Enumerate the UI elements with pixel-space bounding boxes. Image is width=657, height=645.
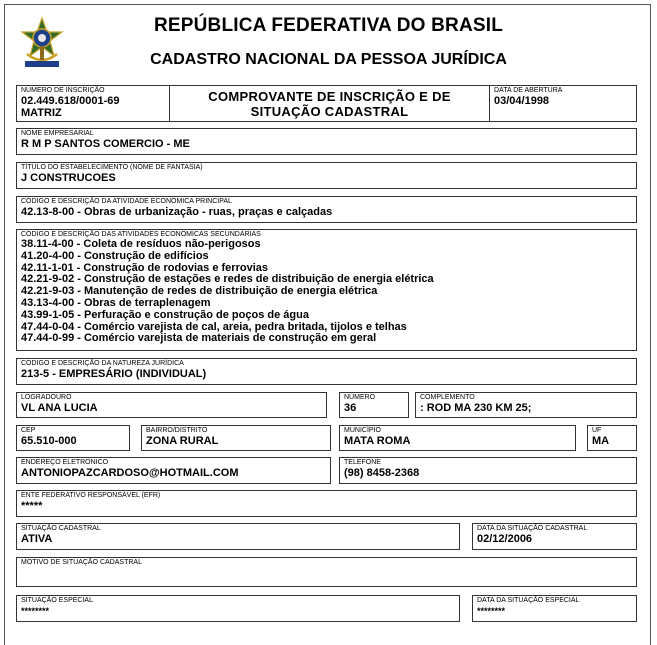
list-item: 41.20-4-00 - Construção de edifícios <box>21 249 209 262</box>
uf-field <box>587 425 637 451</box>
data-situacao-label: DATA DA SITUAÇÃO CADASTRAL <box>477 525 588 532</box>
list-item: 42.11-1-01 - Construção de rodovias e ferrovias <box>21 261 268 274</box>
municipio-field <box>339 425 576 451</box>
natureza-juridica-field <box>16 358 637 385</box>
titulo-value: J CONSTRUCOES <box>21 172 116 184</box>
inscricao-value: 02.449.618/0001-69 <box>21 95 120 107</box>
atividade-principal-label: CÓDIGO E DESCRIÇÃO DA ATIVIDADE ECONÔMICA PRINCIPAL <box>21 198 232 205</box>
natureza-juridica-label: CÓDIGO E DESCRIÇÃO DA NATUREZA JURÍDICA <box>21 360 184 367</box>
list-item: 47.44-0-99 - Comércio varejista de materiais de construção em geral <box>21 332 377 345</box>
list-item: 43.99-1-05 - Perfuração e construção de poços de água <box>21 308 309 321</box>
titulo-label: TÍTULO DO ESTABELECIMENTO (NOME DE FANTASIA) <box>21 164 203 171</box>
efr-field <box>16 490 637 517</box>
atividades-secundarias-label: CÓDIGO E DESCRIÇÃO DAS ATIVIDADES ECONÔMICAS SECUNDÁRIAS <box>21 231 261 238</box>
uf-label: UF <box>592 427 602 434</box>
data-situacao-value: 02/12/2006 <box>477 533 533 545</box>
list-item: 43.13-4-00 - Obras de terraplenagem <box>21 296 211 309</box>
page-subtitle: CADASTRO NACIONAL DA PESSOA JURÍDICA <box>150 51 507 68</box>
numero-label: NÚMERO <box>344 394 376 401</box>
situacao-especial-value: ******** <box>21 606 50 616</box>
situacao-field <box>16 523 460 550</box>
efr-value: ***** <box>21 500 43 512</box>
comprovante-line1: COMPROVANTE DE INSCRIÇÃO E DE <box>208 89 451 104</box>
page-title: REPÚBLICA FEDERATIVA DO BRASIL <box>153 15 504 36</box>
motivo-field <box>16 557 637 587</box>
cep-value: 65.510-000 <box>21 435 77 447</box>
data-situacao-especial-label: DATA DA SITUAÇÃO ESPECIAL <box>477 597 580 604</box>
email-field <box>16 457 331 484</box>
abertura-field <box>489 85 637 122</box>
municipio-label: MUNICÍPIO <box>344 427 381 434</box>
email-label: ENDEREÇO ELETRÔNICO <box>21 459 109 466</box>
complemento-field <box>415 392 637 418</box>
data-situacao-especial-value: ******** <box>477 606 506 616</box>
comprovante-line2: SITUAÇÃO CADASTRAL <box>250 104 409 119</box>
data-situacao-field <box>472 523 637 550</box>
situacao-especial-field <box>16 595 460 622</box>
list-item: 42.21-9-03 - Manutenção de redes de distribuição de energia elétrica <box>21 285 378 298</box>
numero-field <box>339 392 409 418</box>
atividade-principal-value: 42.13-8-00 - Obras de urbanização - ruas, praças e calçadas <box>21 206 333 218</box>
natureza-juridica-value: 213-5 - EMPRESÁRIO (INDIVIDUAL) <box>21 368 207 380</box>
telefone-label: TELEFONE <box>344 459 381 466</box>
numero-value: 36 <box>344 402 357 414</box>
situacao-especial-label: SITUAÇÃO ESPECIAL <box>21 597 93 604</box>
bairro-label: BAIRRO/DISTRITO <box>146 427 208 434</box>
cep-field <box>16 425 130 451</box>
situacao-label: SITUAÇÃO CADASTRAL <box>21 525 101 532</box>
complemento-label: COMPLEMENTO <box>420 394 475 401</box>
telefone-value: (98) 8458-2368 <box>344 467 420 479</box>
list-item: 38.11-4-00 - Coleta de resíduos não-perigosos <box>21 238 261 250</box>
nome-empresarial-label: NOME EMPRESARIAL <box>21 130 94 137</box>
list-item: 47.44-0-04 - Comércio varejista de cal, areia, pedra britada, tijolos e telhas <box>21 320 407 333</box>
bairro-value: ZONA RURAL <box>146 435 219 447</box>
logradouro-field <box>16 392 327 418</box>
abertura-value: 03/04/1998 <box>494 95 550 107</box>
list-item: 42.21-9-02 - Construção de estações e redes de distribuição de energia elétrica <box>21 273 434 286</box>
comprovante-title <box>169 85 490 122</box>
situacao-value: ATIVA <box>21 533 53 545</box>
inscricao-field <box>16 85 170 122</box>
nome-empresarial-field <box>16 128 637 155</box>
abertura-label: DATA DE ABERTURA <box>494 87 563 94</box>
inscricao-label: NÚMERO DE INSCRIÇÃO <box>21 87 105 94</box>
municipio-value: MATA ROMA <box>344 435 411 447</box>
logradouro-label: LOGRADOURO <box>21 394 72 401</box>
atividades-secundarias-field <box>16 229 637 351</box>
logradouro-value: VL ANA LUCIA <box>21 402 98 414</box>
data-situacao-especial-field <box>472 595 637 622</box>
titulo-field <box>16 162 637 189</box>
efr-label: ENTE FEDERATIVO RESPONSÁVEL (EFR) <box>21 492 161 499</box>
atividade-principal-field <box>16 196 637 223</box>
telefone-field <box>339 457 637 484</box>
nome-empresarial-value: R M P SANTOS COMERCIO - ME <box>21 138 190 150</box>
email-value: ANTONIOPAZCARDOSO@HOTMAIL.COM <box>21 467 239 479</box>
cep-label: CEP <box>21 427 36 434</box>
motivo-label: MOTIVO DE SITUAÇÃO CADASTRAL <box>21 559 142 566</box>
inscricao-type: MATRIZ <box>21 107 62 119</box>
bairro-field <box>141 425 331 451</box>
complemento-value: : ROD MA 230 KM 25; <box>420 402 532 414</box>
uf-value: MA <box>592 435 610 447</box>
